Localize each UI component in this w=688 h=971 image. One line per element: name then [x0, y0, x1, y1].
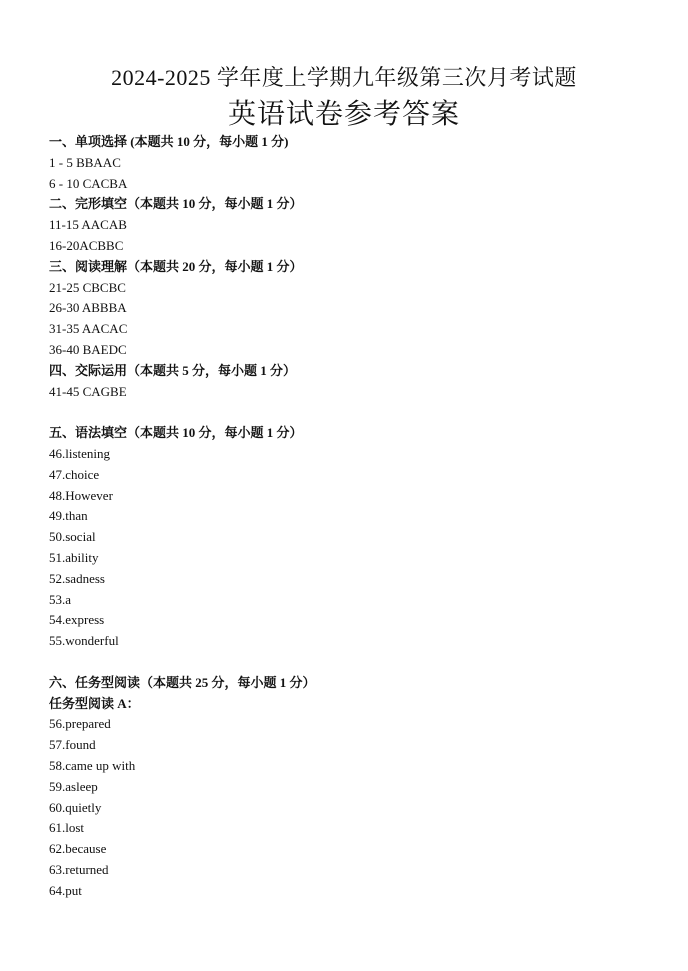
section-heading-communication: 四、交际运用（本题共 5 分，每小题 1 分） — [49, 362, 297, 378]
answer-line: 63.returned — [49, 861, 109, 877]
answer-line: 1 - 5 BBAAC — [49, 154, 121, 170]
answer-line: 51.ability — [49, 549, 99, 565]
answer-line: 58.came up with — [49, 757, 136, 773]
answer-line: 61.lost — [49, 820, 85, 836]
answer-line: 46.listening — [49, 445, 111, 461]
answer-line: 48.However — [49, 487, 113, 503]
answer-line: 54.express — [49, 612, 105, 628]
exam-title: 2024-2025 学年度上学期九年级第三次月考试题 — [111, 65, 577, 90]
answer-line: 56.prepared — [49, 716, 111, 732]
answer-line: 62.because — [49, 841, 107, 857]
answer-line: 59.asleep — [49, 778, 98, 794]
answer-line: 47.choice — [49, 466, 100, 482]
subsection-heading-task-reading-a: 任务型阅读 A： — [49, 695, 140, 711]
section-heading-cloze: 二、完形填空（本题共 10 分，每小题 1 分） — [49, 196, 303, 212]
answer-line: 16-20ACBBC — [49, 237, 124, 253]
answer-line: 41-45 CAGBE — [49, 383, 127, 399]
section-heading-grammar: 五、语法填空（本题共 10 分，每小题 1 分） — [49, 425, 303, 441]
answer-key-title: 英语试卷参考答案 — [227, 99, 460, 130]
answer-line: 21-25 CBCBC — [49, 279, 126, 295]
section-heading-task-reading: 六、任务型阅读（本题共 25 分，每小题 1 分） — [49, 674, 316, 690]
answer-line: 55.wonderful — [49, 633, 119, 649]
answer-line: 57.found — [49, 737, 96, 753]
answer-line: 49.than — [49, 508, 88, 524]
section-heading-reading: 三、阅读理解（本题共 20 分，每小题 1 分） — [49, 258, 303, 274]
answer-line: 53.a — [49, 591, 72, 607]
answer-line: 11-15 AACAB — [49, 217, 127, 233]
answer-line: 50.social — [49, 529, 96, 545]
blank-line — [49, 402, 649, 423]
answer-line: 6 - 10 CACBA — [49, 175, 128, 191]
answer-line: 26-30 ABBBA — [49, 300, 127, 316]
answer-content — [49, 132, 649, 901]
answer-line: 31-35 AACAC — [49, 321, 128, 337]
answer-line: 52.sadness — [49, 570, 105, 586]
answer-line: 64.put — [49, 882, 82, 898]
answer-line: 36-40 BAEDC — [49, 341, 127, 357]
answer-line: 60.quietly — [49, 799, 102, 815]
section-heading-single-choice: 一、单项选择 (本题共 10 分，每小题 1 分) — [49, 134, 289, 149]
blank-line — [49, 652, 649, 673]
